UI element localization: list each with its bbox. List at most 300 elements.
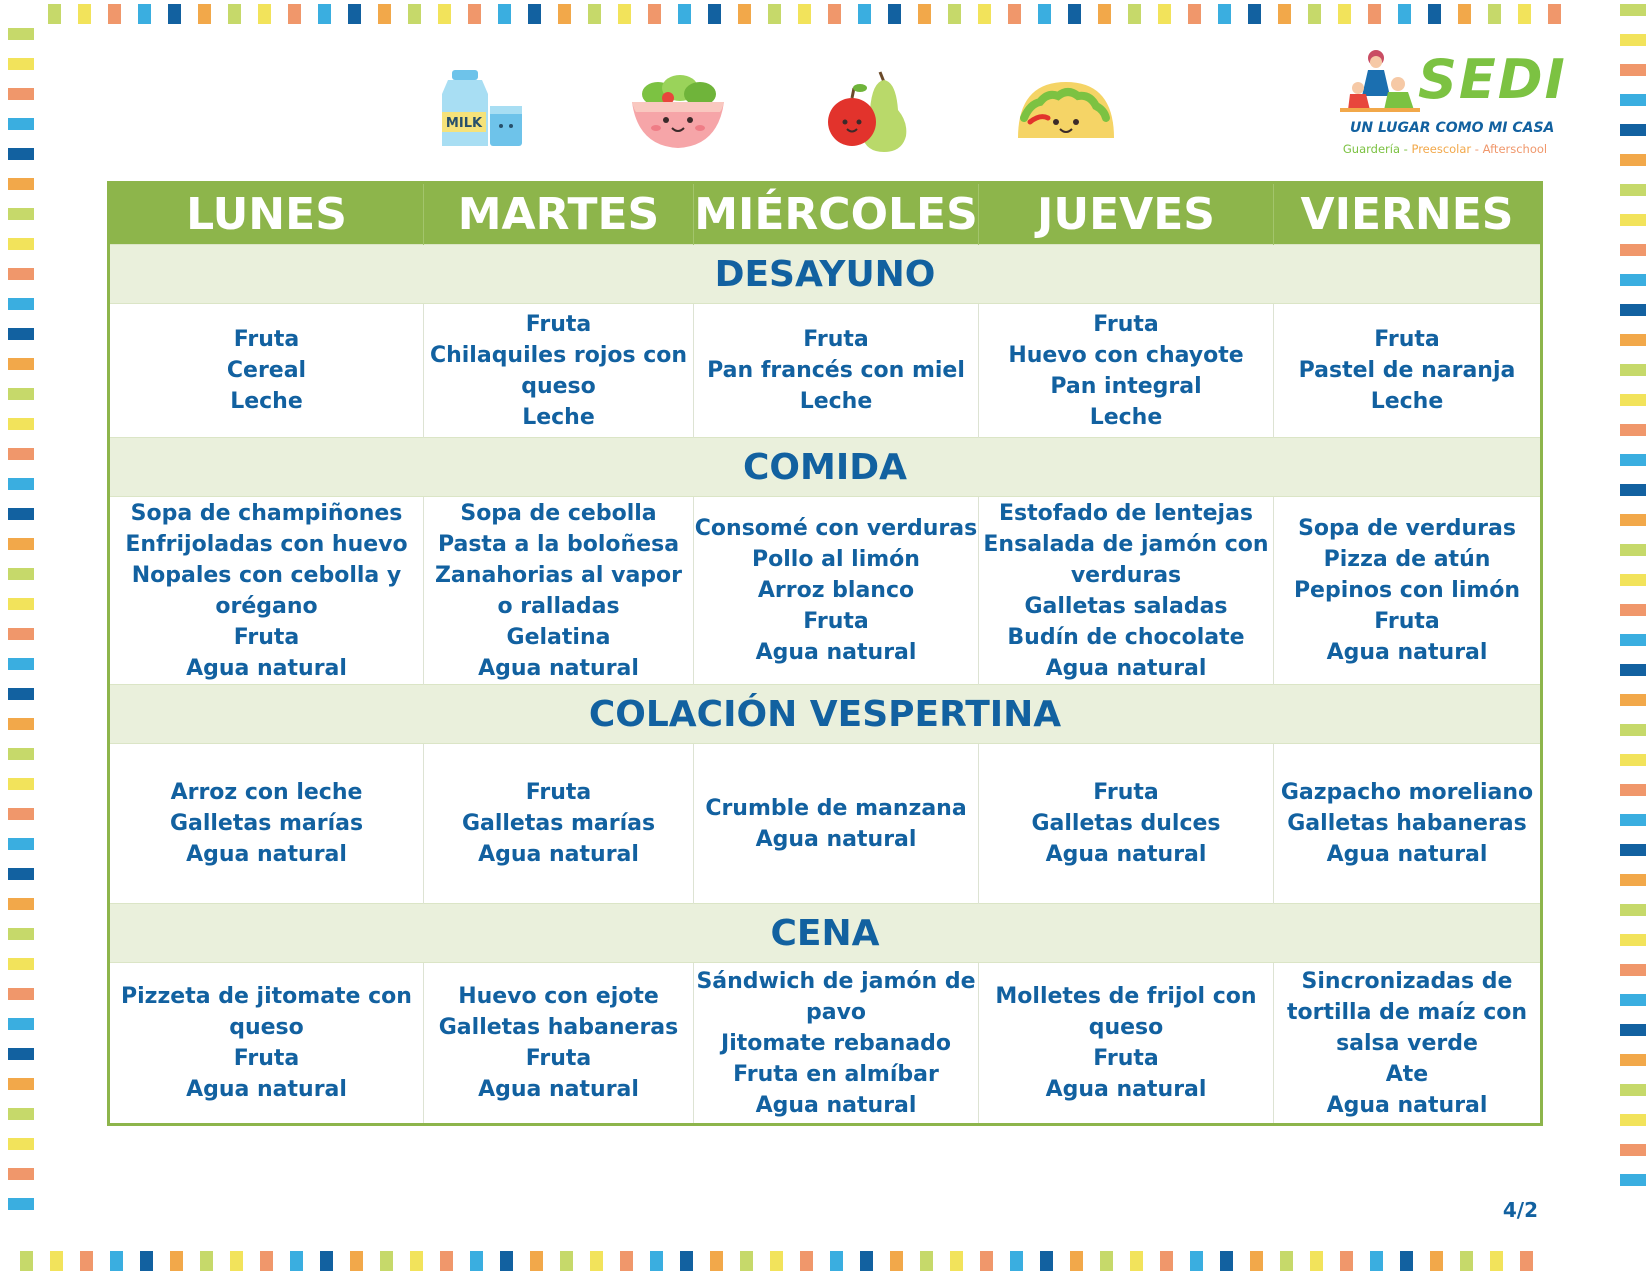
menu-item: Fruta — [525, 780, 592, 805]
border-dash — [1620, 1114, 1646, 1126]
weekly-menu-table — [107, 181, 1543, 1126]
border-dash — [378, 4, 391, 24]
page-number: 4/2 — [1502, 1198, 1538, 1222]
border-dash — [1620, 394, 1646, 406]
border-dash — [1430, 1251, 1443, 1271]
border-dash — [8, 628, 34, 640]
border-dash — [8, 958, 34, 970]
section-title: DESAYUNO — [109, 245, 1542, 304]
brand-name: SEDI — [1418, 48, 1567, 111]
menu-item: Zanahorias al vapor o ralladas — [434, 562, 683, 619]
menu-item: Fruta — [803, 609, 869, 634]
border-dash — [950, 1251, 963, 1271]
border-dash — [110, 1251, 123, 1271]
border-dash — [1620, 604, 1646, 616]
border-dash — [1620, 1054, 1646, 1066]
menu-item: Gazpacho moreliano — [1280, 780, 1534, 805]
separator: - — [1400, 142, 1412, 156]
menu-row-colacion-vespertina — [109, 744, 1542, 904]
border-dash — [1548, 4, 1561, 24]
border-dash — [1130, 1251, 1143, 1271]
border-dash — [1620, 514, 1646, 526]
border-dash — [8, 1108, 34, 1120]
border-dash — [528, 4, 541, 24]
border-dash — [8, 508, 34, 520]
border-dash — [1620, 184, 1646, 196]
day-header-jueves: JUEVES — [979, 183, 1274, 245]
border-dash — [740, 1251, 753, 1271]
border-dash — [8, 358, 34, 370]
border-dash — [1620, 94, 1646, 106]
border-dash — [1620, 544, 1646, 556]
menu-item: Agua natural — [478, 1077, 639, 1102]
border-dash — [920, 1251, 933, 1271]
menu-item: Fruta en almíbar — [733, 1061, 939, 1087]
service-afterschool: Afterschool — [1482, 142, 1548, 156]
border-dash — [588, 4, 601, 24]
menu-item: Pizza de atún — [1323, 547, 1491, 572]
menu-item: Agua natural — [186, 655, 347, 681]
border-dash — [138, 4, 151, 24]
border-dash — [350, 1251, 363, 1271]
border-dash — [1620, 964, 1646, 976]
milk-icon — [438, 70, 528, 150]
menu-item: Sopa de champiñones — [130, 500, 403, 526]
border-dash — [468, 4, 481, 24]
menu-item: Leche — [1089, 404, 1163, 430]
border-dash — [860, 1251, 873, 1271]
border-dash — [440, 1251, 453, 1271]
border-dash — [1338, 4, 1351, 24]
border-dash — [8, 868, 34, 880]
border-dash — [1620, 634, 1646, 646]
border-dash — [888, 4, 901, 24]
border-dash — [1620, 424, 1646, 436]
menu-item: Fruta — [1093, 1046, 1159, 1071]
menu-item: Budín de chocolate — [1007, 624, 1245, 650]
menu-item: Gelatina — [506, 624, 611, 650]
menu-item: Agua natural — [1045, 842, 1207, 867]
border-dash — [8, 808, 34, 820]
border-dash — [500, 1251, 513, 1271]
border-dash — [1620, 34, 1646, 46]
border-dash — [1098, 4, 1111, 24]
menu-item: Chilaquiles rojos con queso — [429, 342, 688, 399]
menu-item: Agua natural — [186, 1077, 347, 1102]
menu-item: Agua natural — [1326, 842, 1488, 867]
border-dash — [8, 838, 34, 850]
day-header-viernes: VIERNES — [1274, 183, 1542, 245]
border-dash — [1620, 844, 1646, 856]
menu-cell — [1274, 497, 1542, 685]
border-dash — [1310, 1251, 1323, 1271]
border-dash — [348, 4, 361, 24]
border-dash — [710, 1251, 723, 1271]
menu-item: Pan integral — [1050, 373, 1202, 399]
border-dash — [8, 988, 34, 1000]
border-dash — [108, 4, 121, 24]
border-dash — [380, 1251, 393, 1271]
day-header-miercoles: MIÉRCOLES — [694, 183, 979, 245]
border-dash — [408, 4, 421, 24]
border-dash — [1620, 64, 1646, 76]
menu-cell — [109, 304, 424, 438]
brand-tagline: UN LUGAR COMO MI CASA — [1350, 120, 1555, 136]
border-dash — [1220, 1251, 1233, 1271]
menu-cell — [694, 963, 979, 1125]
menu-item: Molletes de frijol con queso — [995, 984, 1257, 1040]
border-dash — [198, 4, 211, 24]
border-dash — [8, 178, 34, 190]
menu-item: Agua natural — [186, 842, 347, 867]
menu-item: Cereal — [226, 358, 307, 383]
menu-cell — [424, 304, 694, 438]
border-dash — [8, 58, 34, 70]
menu-item: Agua natural — [478, 842, 639, 867]
border-dash — [1620, 874, 1646, 886]
border-dash — [1620, 1144, 1646, 1156]
border-dash — [1620, 454, 1646, 466]
border-dash — [8, 1048, 34, 1060]
border-dash — [1308, 4, 1321, 24]
menu-item: Agua natural — [1045, 1077, 1207, 1102]
menu-item: Leche — [230, 389, 303, 414]
border-dash — [8, 1138, 34, 1150]
menu-item: Fruta — [233, 327, 300, 352]
border-dash — [20, 1251, 33, 1271]
border-dash — [738, 4, 751, 24]
border-dash — [8, 298, 34, 310]
section-row-desayuno — [109, 245, 1542, 304]
menu-item: Crumble de manzana — [705, 795, 967, 821]
border-dash — [8, 328, 34, 340]
border-dash — [1520, 1251, 1533, 1271]
menu-item: Consomé con verduras — [694, 516, 978, 541]
border-dash — [8, 268, 34, 280]
border-dash — [318, 4, 331, 24]
border-dash — [228, 4, 241, 24]
border-dash — [648, 4, 661, 24]
border-dash — [1218, 4, 1231, 24]
border-dash — [1128, 4, 1141, 24]
border-dash — [680, 1251, 693, 1271]
border-dash — [8, 1198, 34, 1210]
menu-cell — [694, 744, 979, 904]
border-dash — [8, 208, 34, 220]
menu-cell — [1274, 304, 1542, 438]
menu-row-desayuno — [109, 304, 1542, 438]
menu-item: Pepinos con limón — [1293, 578, 1521, 603]
border-dash — [8, 1018, 34, 1030]
border-dash — [8, 748, 34, 760]
menu-cell — [1274, 744, 1542, 904]
border-dash — [1620, 994, 1646, 1006]
border-dash — [530, 1251, 543, 1271]
menu-cell — [979, 497, 1274, 685]
border-dash — [8, 418, 34, 430]
border-dash — [620, 1251, 633, 1271]
border-dash — [678, 4, 691, 24]
menu-item: Leche — [1370, 389, 1444, 414]
day-header-lunes: LUNES — [109, 183, 424, 245]
border-dash — [8, 568, 34, 580]
menu-item: Galletas marías — [169, 811, 364, 836]
border-dash — [800, 1251, 813, 1271]
menu-item: Agua natural — [478, 655, 639, 681]
menu-cell — [109, 744, 424, 904]
day-header-martes: MARTES — [424, 183, 694, 245]
border-dash — [650, 1251, 663, 1271]
border-dash — [80, 1251, 93, 1271]
apple-pear-icon — [822, 66, 912, 154]
border-dash — [8, 928, 34, 940]
menu-item: Fruta — [525, 1046, 592, 1071]
menu-item: Fruta — [1093, 311, 1159, 337]
menu-item: Leche — [522, 404, 595, 430]
border-dash — [50, 1251, 63, 1271]
border-dash — [1458, 4, 1471, 24]
border-dash — [1620, 784, 1646, 796]
border-dash — [1248, 4, 1261, 24]
border-dash — [1100, 1251, 1113, 1271]
border-dash — [978, 4, 991, 24]
brand-logo — [1330, 48, 1567, 160]
section-row-cena — [109, 904, 1542, 963]
menu-item: Sopa de verduras — [1298, 516, 1516, 541]
border-dash — [770, 1251, 783, 1271]
border-dash — [290, 1251, 303, 1271]
border-dash — [1460, 1251, 1473, 1271]
border-dash — [140, 1251, 153, 1271]
menu-item: Ensalada de jamón con verduras — [983, 531, 1269, 588]
border-dash — [8, 148, 34, 160]
menu-cell — [424, 744, 694, 904]
border-dash — [918, 4, 931, 24]
menu-item: Fruta — [233, 624, 300, 650]
salad-bowl-icon — [628, 70, 728, 150]
border-dash — [8, 658, 34, 670]
border-dash — [8, 688, 34, 700]
border-dash — [1620, 574, 1646, 586]
menu-item: Fruta — [1374, 327, 1440, 352]
menu-item: Agua natural — [1045, 655, 1207, 681]
border-dash — [1620, 244, 1646, 256]
menu-cell — [694, 497, 979, 685]
menu-item: Galletas dulces — [1031, 811, 1221, 836]
section-title: CENA — [109, 904, 1542, 963]
menu-item: Agua natural — [755, 640, 917, 665]
border-dash — [288, 4, 301, 24]
border-dash — [1040, 1251, 1053, 1271]
border-dash — [1490, 1251, 1503, 1271]
menu-item: Fruta — [1093, 780, 1159, 805]
border-dash — [1620, 124, 1646, 136]
menu-item: Agua natural — [755, 826, 917, 852]
border-dash — [1620, 154, 1646, 166]
border-dash — [890, 1251, 903, 1271]
menu-item: Arroz blanco — [757, 578, 915, 603]
menu-item: Arroz con leche — [170, 780, 363, 805]
border-dash — [1620, 484, 1646, 496]
border-dash — [798, 4, 811, 24]
menu-item: Pan francés con miel — [707, 358, 965, 383]
border-dash — [558, 4, 571, 24]
border-dash — [1620, 274, 1646, 286]
menu-item: Pollo al limón — [752, 547, 920, 572]
border-dash — [1370, 1251, 1383, 1271]
border-dash — [1620, 1024, 1646, 1036]
border-dash — [8, 28, 34, 40]
border-dash — [828, 4, 841, 24]
border-dash — [1620, 814, 1646, 826]
border-dash — [260, 1251, 273, 1271]
day-header-row — [109, 183, 1542, 245]
menu-cell — [979, 744, 1274, 904]
menu-cell — [109, 963, 424, 1125]
border-dash — [8, 778, 34, 790]
section-title: COLACIÓN VESPERTINA — [109, 685, 1542, 744]
border-dash — [1340, 1251, 1353, 1271]
menu-item: Agua natural — [1326, 640, 1488, 665]
menu-item: Leche — [799, 389, 873, 414]
border-dash — [1428, 4, 1441, 24]
border-dash — [1400, 1251, 1413, 1271]
menu-item: Pasta a la boloñesa — [437, 531, 680, 557]
border-dash — [1518, 4, 1531, 24]
border-dash — [8, 238, 34, 250]
border-dash — [1620, 754, 1646, 766]
border-dash — [168, 4, 181, 24]
svg-text:MILK: MILK — [445, 116, 483, 131]
border-dash — [230, 1251, 243, 1271]
border-dash — [590, 1251, 603, 1271]
menu-item: Huevo con chayote — [1008, 342, 1244, 368]
menu-cell — [1274, 963, 1542, 1125]
menu-item: Sopa de cebolla — [460, 500, 657, 526]
border-dash — [320, 1251, 333, 1271]
border-dash — [8, 718, 34, 730]
menu-row-comida — [109, 497, 1542, 685]
border-dash — [980, 1251, 993, 1271]
border-dash — [858, 4, 871, 24]
menu-item: Pastel de naranja — [1298, 358, 1516, 383]
border-dash — [8, 1168, 34, 1180]
border-dash — [1188, 4, 1201, 24]
menu-cell — [424, 497, 694, 685]
border-dash — [258, 4, 271, 24]
border-dash — [1280, 1251, 1293, 1271]
border-dash — [948, 4, 961, 24]
border-dash — [1488, 4, 1501, 24]
taco-icon — [1010, 78, 1114, 142]
border-dash — [1620, 214, 1646, 226]
border-dash — [8, 1078, 34, 1090]
section-row-comida — [109, 438, 1542, 497]
border-dash — [1070, 1251, 1083, 1271]
menu-cell — [979, 304, 1274, 438]
menu-cell — [979, 963, 1274, 1125]
border-dash — [438, 4, 451, 24]
border-dash — [1368, 4, 1381, 24]
menu-item: Huevo con ejote — [458, 984, 659, 1009]
border-dash — [560, 1251, 573, 1271]
menu-item: Fruta — [1374, 609, 1440, 634]
menu-item: Pizzeta de jitomate con queso — [121, 984, 412, 1040]
border-dash — [1620, 1084, 1646, 1096]
border-dash — [1620, 724, 1646, 736]
border-dash — [1620, 694, 1646, 706]
border-dash — [1620, 934, 1646, 946]
menu-item: Jitomate rebanado — [721, 1030, 951, 1056]
border-dash — [1010, 1251, 1023, 1271]
section-title: COMIDA — [109, 438, 1542, 497]
border-dash — [1398, 4, 1411, 24]
menu-item: Sándwich de jamón de pavo — [696, 968, 976, 1025]
menu-item: Galletas saladas — [1024, 593, 1228, 619]
border-dash — [410, 1251, 423, 1271]
border-dash — [470, 1251, 483, 1271]
border-dash — [1250, 1251, 1263, 1271]
menu-item: Nopales con cebolla y orégano — [131, 562, 402, 619]
menu-item: Agua natural — [1326, 1092, 1488, 1118]
menu-row-cena — [109, 963, 1542, 1125]
border-dash — [78, 4, 91, 24]
border-dash — [1620, 334, 1646, 346]
menu-item: Fruta — [233, 1046, 300, 1071]
border-dash — [618, 4, 631, 24]
border-dash — [8, 448, 34, 460]
border-dash — [8, 898, 34, 910]
border-dash — [1160, 1251, 1173, 1271]
border-dash — [8, 478, 34, 490]
menu-item: Agua natural — [755, 1092, 917, 1118]
brand-services — [1330, 142, 1560, 156]
separator: - — [1471, 142, 1483, 156]
menu-item: Ate — [1385, 1061, 1429, 1087]
menu-cell — [694, 304, 979, 438]
menu-cell — [424, 963, 694, 1125]
menu-item: Fruta — [803, 327, 869, 352]
border-dash — [1038, 4, 1051, 24]
border-dash — [1158, 4, 1171, 24]
border-dash — [1068, 4, 1081, 24]
border-dash — [1620, 1174, 1646, 1186]
menu-item: Enfrijoladas con huevo — [125, 531, 408, 557]
border-dash — [48, 4, 61, 24]
border-dash — [1620, 364, 1646, 376]
menu-item: Estofado de lentejas — [998, 500, 1254, 526]
menu-cell — [109, 497, 424, 685]
children-illustration — [1338, 48, 1428, 114]
border-dash — [708, 4, 721, 24]
border-dash — [498, 4, 511, 24]
border-dash — [8, 538, 34, 550]
border-dash — [830, 1251, 843, 1271]
border-dash — [1008, 4, 1021, 24]
service-guarderia: Guardería — [1342, 142, 1400, 156]
border-dash — [768, 4, 781, 24]
menu-item: Galletas habaneras — [1287, 811, 1527, 836]
border-dash — [1620, 4, 1646, 16]
menu-item: Galletas marías — [461, 811, 656, 836]
border-dash — [8, 118, 34, 130]
border-dash — [8, 388, 34, 400]
menu-item: Sincronizadas de tortilla de maíz con salsa verde — [1286, 968, 1528, 1056]
border-dash — [1620, 664, 1646, 676]
border-dash — [1620, 304, 1646, 316]
border-dash — [8, 598, 34, 610]
border-dash — [1190, 1251, 1203, 1271]
